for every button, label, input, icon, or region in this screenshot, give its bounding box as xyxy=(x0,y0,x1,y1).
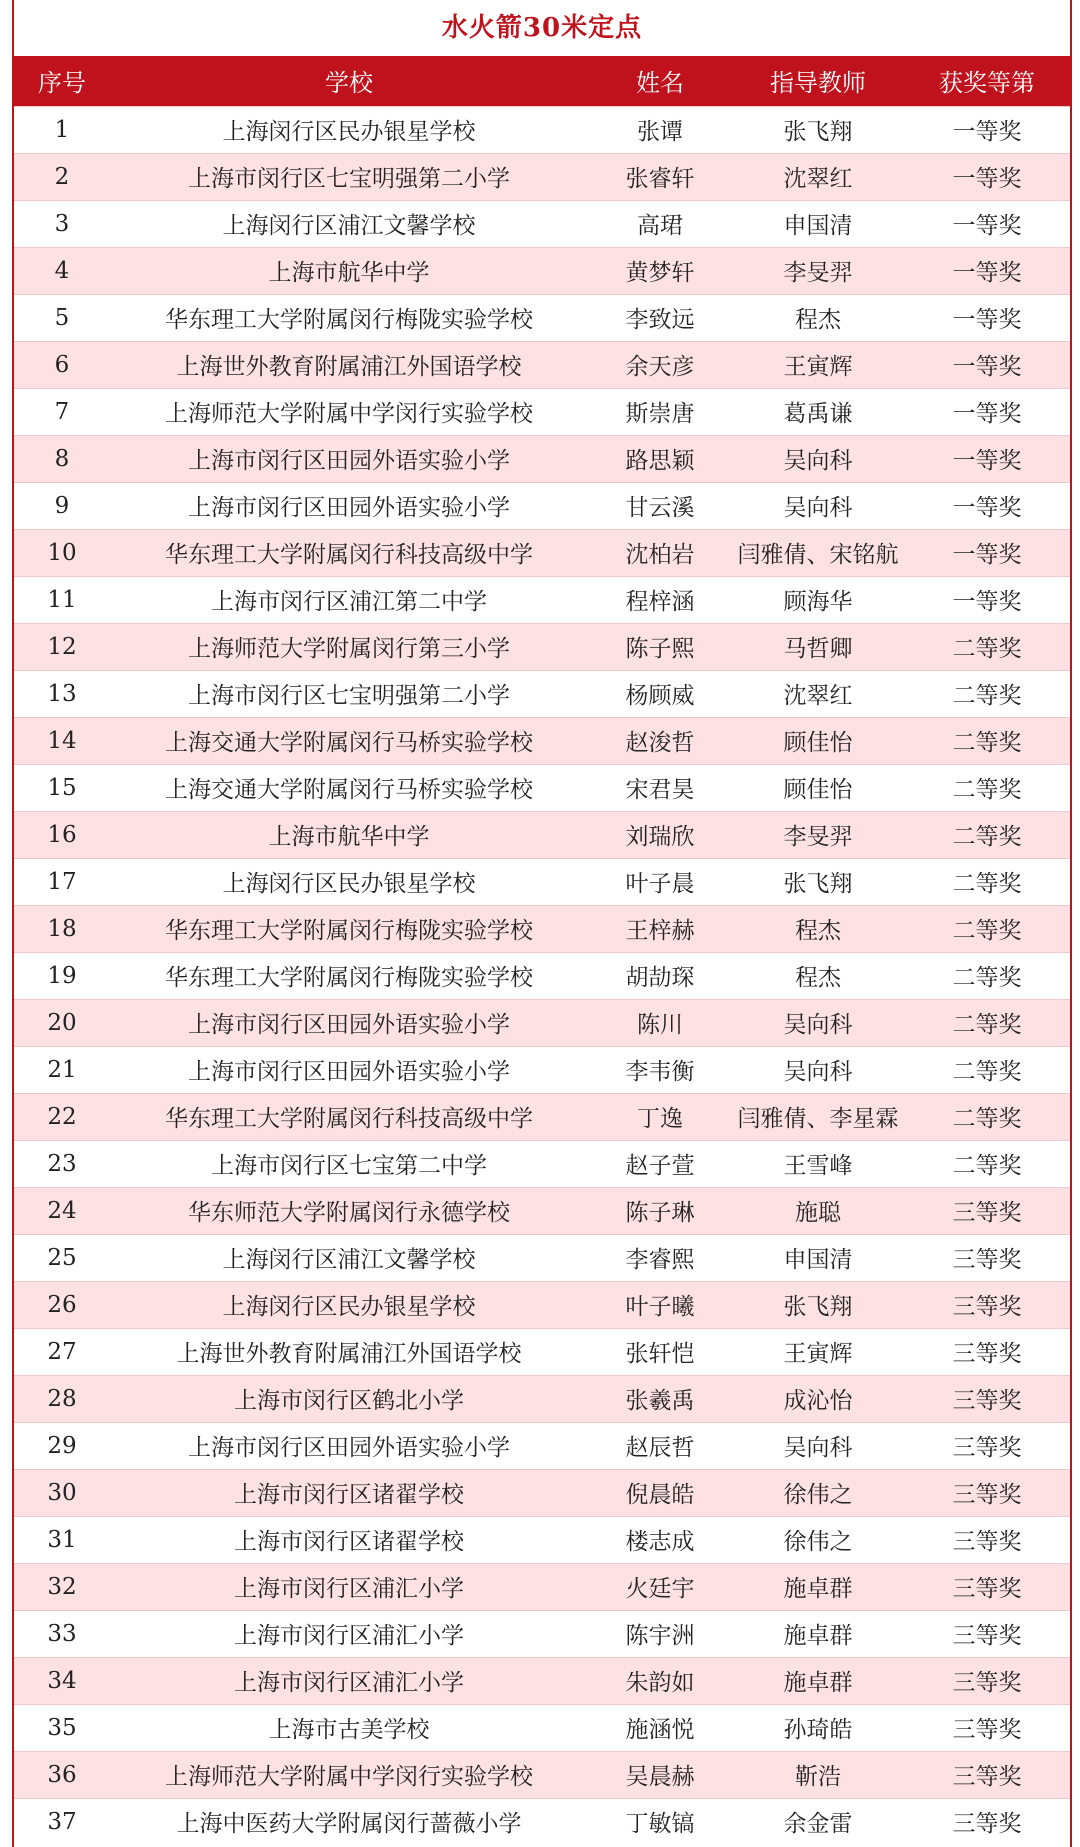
cell-award: 一等奖 xyxy=(952,448,1022,474)
cell-name: 刘瑞欣 xyxy=(625,824,695,850)
cell-name: 叶子曦 xyxy=(625,1294,695,1320)
results-table xyxy=(14,56,1070,1845)
cell-teacher: 余金雷 xyxy=(783,1811,853,1838)
cell-name: 程梓涵 xyxy=(625,589,695,615)
cell-no: 12 xyxy=(47,633,77,660)
cell-award: 一等奖 xyxy=(952,495,1022,521)
table-row xyxy=(14,1610,1070,1657)
cell-school: 华东理工大学附属闵行梅陇实验学校 xyxy=(165,918,533,944)
cell-award: 二等奖 xyxy=(952,1153,1022,1179)
cell-no: 11 xyxy=(47,586,77,613)
cell-no: 10 xyxy=(47,539,77,566)
results-sheet xyxy=(12,0,1072,1847)
cell-school: 上海市闵行区浦汇小学 xyxy=(234,1670,464,1696)
table-row xyxy=(14,388,1070,435)
table-row xyxy=(14,623,1070,670)
cell-school: 上海闵行区民办银星学校 xyxy=(222,119,476,145)
cell-school: 上海市闵行区浦江第二中学 xyxy=(211,589,487,615)
cell-school: 上海闵行区民办银星学校 xyxy=(222,1294,476,1320)
table-row xyxy=(14,1469,1070,1516)
cell-school: 上海闵行区民办银星学校 xyxy=(222,871,476,897)
cell-teacher: 张飞翔 xyxy=(783,1294,853,1320)
cell-teacher: 徐伟之 xyxy=(783,1482,853,1508)
cell-teacher: 申国清 xyxy=(783,1247,853,1273)
cell-school: 上海市闵行区田园外语实验小学 xyxy=(188,1012,510,1038)
cell-name: 丁逸 xyxy=(637,1106,683,1132)
cell-award: 三等奖 xyxy=(952,1294,1022,1320)
cell-no: 25 xyxy=(47,1244,77,1271)
table-row xyxy=(14,1563,1070,1610)
cell-no: 7 xyxy=(54,398,70,425)
cell-name: 陈子熙 xyxy=(625,636,695,662)
cell-teacher: 顾佳怡 xyxy=(783,777,853,803)
cell-teacher: 闫雅倩、李星霖 xyxy=(737,1106,899,1132)
cell-teacher: 施卓群 xyxy=(783,1623,853,1649)
cell-award: 一等奖 xyxy=(952,307,1022,333)
cell-school: 华东理工大学附属闵行梅陇实验学校 xyxy=(165,307,533,333)
cell-name: 李睿熙 xyxy=(625,1247,695,1273)
cell-school: 华东理工大学附属闵行科技高级中学 xyxy=(165,542,533,568)
cell-no: 19 xyxy=(47,962,77,989)
cell-award: 三等奖 xyxy=(952,1200,1022,1226)
table-row xyxy=(14,294,1070,341)
cell-award: 一等奖 xyxy=(952,260,1022,286)
cell-school: 上海市航华中学 xyxy=(268,824,430,850)
cell-award: 二等奖 xyxy=(952,1059,1022,1085)
cell-teacher: 沈翠红 xyxy=(783,683,853,709)
table-row xyxy=(14,1140,1070,1187)
cell-no: 23 xyxy=(47,1150,77,1177)
cell-award: 三等奖 xyxy=(952,1670,1022,1696)
cell-award: 一等奖 xyxy=(952,166,1022,192)
cell-school: 上海市闵行区诸翟学校 xyxy=(234,1482,464,1508)
cell-no: 37 xyxy=(47,1808,77,1835)
cell-teacher: 施卓群 xyxy=(783,1576,853,1602)
cell-award: 三等奖 xyxy=(952,1764,1022,1790)
cell-award: 一等奖 xyxy=(952,589,1022,615)
cell-award: 二等奖 xyxy=(952,636,1022,662)
cell-award: 二等奖 xyxy=(952,730,1022,756)
cell-school: 上海市闵行区田园外语实验小学 xyxy=(188,1059,510,1085)
cell-award: 三等奖 xyxy=(952,1247,1022,1273)
cell-school: 上海闵行区浦江文馨学校 xyxy=(222,1247,476,1273)
cell-no: 15 xyxy=(47,774,77,801)
cell-teacher: 王寅辉 xyxy=(783,354,853,380)
cell-teacher: 闫雅倩、宋铭航 xyxy=(737,542,899,568)
table-row xyxy=(14,1516,1070,1563)
cell-school: 上海市闵行区鹤北小学 xyxy=(234,1388,464,1414)
header-school: 学校 xyxy=(325,69,373,98)
table-row xyxy=(14,670,1070,717)
cell-no: 20 xyxy=(47,1009,77,1036)
cell-name: 赵辰哲 xyxy=(625,1435,695,1461)
cell-teacher: 申国清 xyxy=(783,213,853,239)
cell-name: 沈柏岩 xyxy=(625,542,695,568)
cell-no: 18 xyxy=(47,915,77,942)
table-row xyxy=(14,1187,1070,1234)
cell-name: 陈川 xyxy=(637,1012,683,1038)
cell-award: 三等奖 xyxy=(952,1435,1022,1461)
cell-school: 华东理工大学附属闵行科技高级中学 xyxy=(165,1106,533,1132)
cell-name: 斯崇唐 xyxy=(625,401,695,427)
cell-no: 24 xyxy=(47,1197,77,1224)
cell-no: 6 xyxy=(54,351,70,378)
cell-no: 1 xyxy=(54,116,70,143)
cell-no: 29 xyxy=(47,1432,77,1459)
table-row xyxy=(14,1328,1070,1375)
cell-no: 34 xyxy=(47,1667,77,1694)
cell-name: 李韦衡 xyxy=(625,1059,695,1085)
table-row xyxy=(14,1281,1070,1328)
table-row xyxy=(14,153,1070,200)
table-row xyxy=(14,1751,1070,1798)
cell-award: 二等奖 xyxy=(952,1106,1022,1132)
cell-school: 上海闵行区浦江文馨学校 xyxy=(222,213,476,239)
table-row xyxy=(14,1704,1070,1751)
table-row xyxy=(14,1046,1070,1093)
cell-no: 31 xyxy=(47,1526,77,1553)
table-row xyxy=(14,1657,1070,1704)
cell-name: 张羲禹 xyxy=(625,1388,695,1414)
cell-teacher: 葛禹谦 xyxy=(783,401,853,427)
table-header-row xyxy=(14,56,1070,106)
cell-school: 华东师范大学附属闵行永德学校 xyxy=(188,1200,510,1226)
cell-no: 17 xyxy=(47,868,77,895)
cell-school: 上海市闵行区七宝明强第二小学 xyxy=(188,166,510,192)
cell-no: 26 xyxy=(47,1291,77,1318)
cell-school: 上海市闵行区浦汇小学 xyxy=(234,1623,464,1649)
cell-teacher: 顾佳怡 xyxy=(783,730,853,756)
cell-award: 二等奖 xyxy=(952,777,1022,803)
cell-no: 3 xyxy=(54,210,70,237)
table-row xyxy=(14,1375,1070,1422)
table-row xyxy=(14,1234,1070,1281)
cell-name: 高珺 xyxy=(637,213,683,239)
table-row xyxy=(14,858,1070,905)
cell-award: 一等奖 xyxy=(952,401,1022,427)
cell-school: 上海市闵行区田园外语实验小学 xyxy=(188,448,510,474)
table-row xyxy=(14,341,1070,388)
cell-school: 上海师范大学附属中学闵行实验学校 xyxy=(165,1764,533,1790)
cell-school: 上海师范大学附属闵行第三小学 xyxy=(188,636,510,662)
table-row xyxy=(14,200,1070,247)
cell-school: 上海市闵行区浦汇小学 xyxy=(234,1576,464,1602)
cell-award: 三等奖 xyxy=(952,1811,1022,1838)
table-row xyxy=(14,811,1070,858)
cell-teacher: 成沁怡 xyxy=(783,1388,853,1414)
header-no: 序号 xyxy=(38,69,86,98)
cell-award: 二等奖 xyxy=(952,1012,1022,1038)
table-row xyxy=(14,952,1070,999)
cell-award: 二等奖 xyxy=(952,683,1022,709)
cell-award: 三等奖 xyxy=(952,1623,1022,1649)
cell-school: 上海中医药大学附属闵行蔷薇小学 xyxy=(176,1811,522,1838)
cell-school: 上海市闵行区田园外语实验小学 xyxy=(188,495,510,521)
cell-name: 火廷宇 xyxy=(625,1576,695,1602)
cell-teacher: 靳浩 xyxy=(795,1764,841,1790)
cell-teacher: 张飞翔 xyxy=(783,119,853,145)
cell-award: 一等奖 xyxy=(952,213,1022,239)
table-row xyxy=(14,435,1070,482)
cell-teacher: 施卓群 xyxy=(783,1670,853,1696)
cell-name: 楼志成 xyxy=(625,1529,695,1555)
header-teacher: 指导教师 xyxy=(770,69,866,98)
cell-school: 华东理工大学附属闵行梅陇实验学校 xyxy=(165,965,533,991)
cell-award: 三等奖 xyxy=(952,1717,1022,1743)
cell-name: 赵浚哲 xyxy=(625,730,695,756)
cell-name: 朱韵如 xyxy=(625,1670,695,1696)
cell-teacher: 吴向科 xyxy=(783,1435,853,1461)
cell-school: 上海市闵行区七宝第二中学 xyxy=(211,1153,487,1179)
table-row xyxy=(14,106,1070,153)
cell-name: 宋君昊 xyxy=(625,777,695,803)
cell-teacher: 吴向科 xyxy=(783,448,853,474)
cell-name: 陈子琳 xyxy=(625,1200,695,1226)
cell-name: 张谭 xyxy=(637,119,683,145)
cell-school: 上海市闵行区诸翟学校 xyxy=(234,1529,464,1555)
cell-no: 8 xyxy=(54,445,70,472)
cell-no: 4 xyxy=(54,257,70,284)
cell-teacher: 王寅辉 xyxy=(783,1341,853,1367)
cell-name: 黄梦轩 xyxy=(625,260,695,286)
cell-teacher: 吴向科 xyxy=(783,1059,853,1085)
cell-name: 吴晨赫 xyxy=(625,1764,695,1790)
cell-teacher: 沈翠红 xyxy=(783,166,853,192)
cell-teacher: 程杰 xyxy=(795,307,841,333)
cell-teacher: 程杰 xyxy=(795,918,841,944)
cell-no: 27 xyxy=(47,1338,77,1365)
cell-award: 三等奖 xyxy=(952,1529,1022,1555)
cell-award: 一等奖 xyxy=(952,119,1022,145)
table-row xyxy=(14,764,1070,811)
cell-name: 陈宇洲 xyxy=(625,1623,695,1649)
cell-teacher: 王雪峰 xyxy=(783,1153,853,1179)
table-row xyxy=(14,1798,1070,1845)
cell-teacher: 孙琦皓 xyxy=(783,1717,853,1743)
cell-award: 三等奖 xyxy=(952,1482,1022,1508)
cell-no: 9 xyxy=(54,492,70,519)
cell-no: 35 xyxy=(47,1714,77,1741)
cell-name: 余天彦 xyxy=(625,354,695,380)
cell-award: 二等奖 xyxy=(952,965,1022,991)
cell-no: 14 xyxy=(47,727,77,754)
table-row xyxy=(14,529,1070,576)
cell-award: 三等奖 xyxy=(952,1341,1022,1367)
table-row xyxy=(14,247,1070,294)
cell-no: 30 xyxy=(47,1479,77,1506)
table-row xyxy=(14,999,1070,1046)
cell-no: 13 xyxy=(47,680,77,707)
cell-no: 2 xyxy=(54,163,70,190)
cell-no: 28 xyxy=(47,1385,77,1412)
cell-award: 一等奖 xyxy=(952,542,1022,568)
cell-school: 上海交通大学附属闵行马桥实验学校 xyxy=(165,777,533,803)
cell-teacher: 李旻羿 xyxy=(783,260,853,286)
cell-no: 21 xyxy=(47,1056,77,1083)
cell-name: 张轩恺 xyxy=(625,1341,695,1367)
cell-award: 二等奖 xyxy=(952,824,1022,850)
cell-teacher: 马哲卿 xyxy=(783,636,853,662)
cell-teacher: 张飞翔 xyxy=(783,871,853,897)
header-name: 姓名 xyxy=(636,69,684,98)
sheet-title: 水火箭30米定点 xyxy=(441,13,643,43)
table-row xyxy=(14,576,1070,623)
cell-school: 上海市航华中学 xyxy=(268,260,430,286)
cell-teacher: 吴向科 xyxy=(783,495,853,521)
cell-name: 张睿轩 xyxy=(625,166,695,192)
cell-no: 33 xyxy=(47,1620,77,1647)
cell-teacher: 徐伟之 xyxy=(783,1529,853,1555)
cell-school: 上海市古美学校 xyxy=(268,1717,430,1743)
cell-name: 丁敏镐 xyxy=(625,1811,695,1838)
cell-name: 王梓赫 xyxy=(625,918,695,944)
cell-teacher: 施聪 xyxy=(795,1200,841,1226)
cell-no: 32 xyxy=(47,1573,77,1600)
cell-teacher: 李旻羿 xyxy=(783,824,853,850)
cell-award: 一等奖 xyxy=(952,354,1022,380)
cell-school: 上海世外教育附属浦江外国语学校 xyxy=(176,1341,522,1367)
cell-teacher: 程杰 xyxy=(795,965,841,991)
cell-school: 上海交通大学附属闵行马桥实验学校 xyxy=(165,730,533,756)
cell-school: 上海师范大学附属中学闵行实验学校 xyxy=(165,401,533,427)
cell-award: 三等奖 xyxy=(952,1388,1022,1414)
cell-name: 施涵悦 xyxy=(625,1717,695,1743)
cell-no: 16 xyxy=(47,821,77,848)
table-row xyxy=(14,1422,1070,1469)
cell-name: 胡劼琛 xyxy=(625,965,695,991)
cell-no: 36 xyxy=(47,1761,77,1788)
cell-name: 倪晨皓 xyxy=(625,1482,695,1508)
cell-name: 叶子晨 xyxy=(625,871,695,897)
cell-teacher: 顾海华 xyxy=(783,589,853,615)
cell-name: 路思颖 xyxy=(625,448,695,474)
cell-award: 三等奖 xyxy=(952,1576,1022,1602)
table-row xyxy=(14,717,1070,764)
cell-name: 甘云溪 xyxy=(625,495,695,521)
cell-name: 赵子萱 xyxy=(625,1153,695,1179)
table-row xyxy=(14,482,1070,529)
cell-award: 二等奖 xyxy=(952,871,1022,897)
cell-school: 上海市闵行区七宝明强第二小学 xyxy=(188,683,510,709)
table-row xyxy=(14,905,1070,952)
cell-name: 杨顾威 xyxy=(625,683,695,709)
cell-award: 二等奖 xyxy=(952,918,1022,944)
cell-school: 上海世外教育附属浦江外国语学校 xyxy=(176,354,522,380)
table-body xyxy=(14,106,1070,1845)
cell-no: 5 xyxy=(54,304,70,331)
header-award: 获奖等第 xyxy=(939,69,1035,98)
cell-name: 李致远 xyxy=(625,307,695,333)
table-row xyxy=(14,1093,1070,1140)
cell-teacher: 吴向科 xyxy=(783,1012,853,1038)
cell-school: 上海市闵行区田园外语实验小学 xyxy=(188,1435,510,1461)
cell-no: 22 xyxy=(47,1103,77,1130)
